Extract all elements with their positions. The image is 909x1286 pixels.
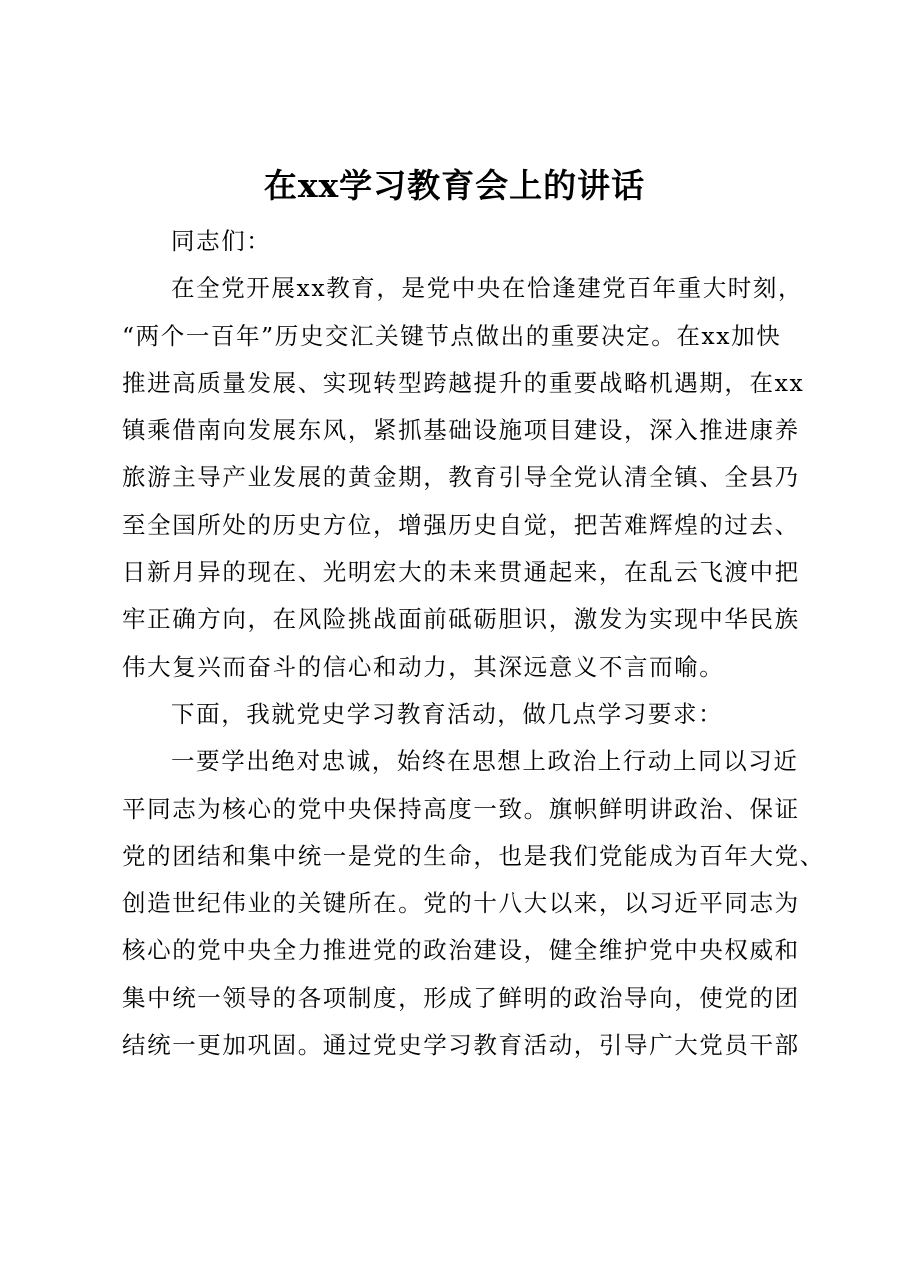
text-line: 党的团结和集中统一是党的生命，也是我们党能成为百年大党、 (122, 841, 825, 870)
text-line: 旅游主导产业发展的黄金期，教育引导全党认清全镇、全县乃 (122, 463, 800, 492)
text-line: 镇乘借南向发展东风，紧抓基础设施项目建设，深入推进康养 (122, 416, 800, 445)
text-line: 推进高质量发展、实现转型跨越提升的重要战略机遇期，在xx (122, 368, 805, 397)
text-line: 牢正确方向，在风险挑战面前砥砺胆识，激发为实现中华民族 (122, 605, 800, 634)
text-line: 核心的党中央全力推进党的政治建设，健全维护党中央权威和 (122, 936, 800, 965)
document-body (122, 218, 825, 1069)
paragraph-salutation (122, 218, 802, 265)
text-line: 一要学出绝对忠诚，始终在思想上政治上行动上同以习近 (171, 747, 799, 776)
document-title: 在xx学习教育会上的讲话 (263, 166, 646, 205)
text-line: 伟大复兴而奋斗的信心和动力，其深远意义不言而喻。 (122, 652, 725, 681)
text-line: 在全党开展xx教育，是党中央在恰逢建党百年重大时刻， (171, 274, 804, 303)
text-line: “两个一百年”历史交汇关键节点做出的重要决定。在xx加快 (122, 321, 782, 350)
text-line: 同志们： (171, 227, 272, 255)
text-line: 下面，我就党史学习教育活动，做几点学习要求： (171, 699, 724, 728)
text-line: 日新月异的现在、光明宏大的未来贯通起来，在乱云飞渡中把 (122, 558, 800, 587)
text-line: 至全国所处的历史方位，增强历史自觉，把苦难辉煌的过去、 (122, 510, 800, 539)
text-line: 创造世纪伟业的关键所在。党的十八大以来，以习近平同志为 (122, 889, 800, 918)
paragraph-requirements-intro (122, 691, 802, 738)
paragraph-intro (122, 265, 805, 691)
text-line: 结统一更加巩固。通过党史学习教育活动，引导广大党员干部 (122, 1031, 800, 1060)
text-line: 平同志为核心的党中央保持高度一致。旗帜鲜明讲政治、保证 (122, 794, 800, 823)
text-line: 集中统一领导的各项制度，形成了鲜明的政治导向，使党的团 (122, 983, 800, 1012)
paragraph-requirement-one (122, 738, 825, 1069)
